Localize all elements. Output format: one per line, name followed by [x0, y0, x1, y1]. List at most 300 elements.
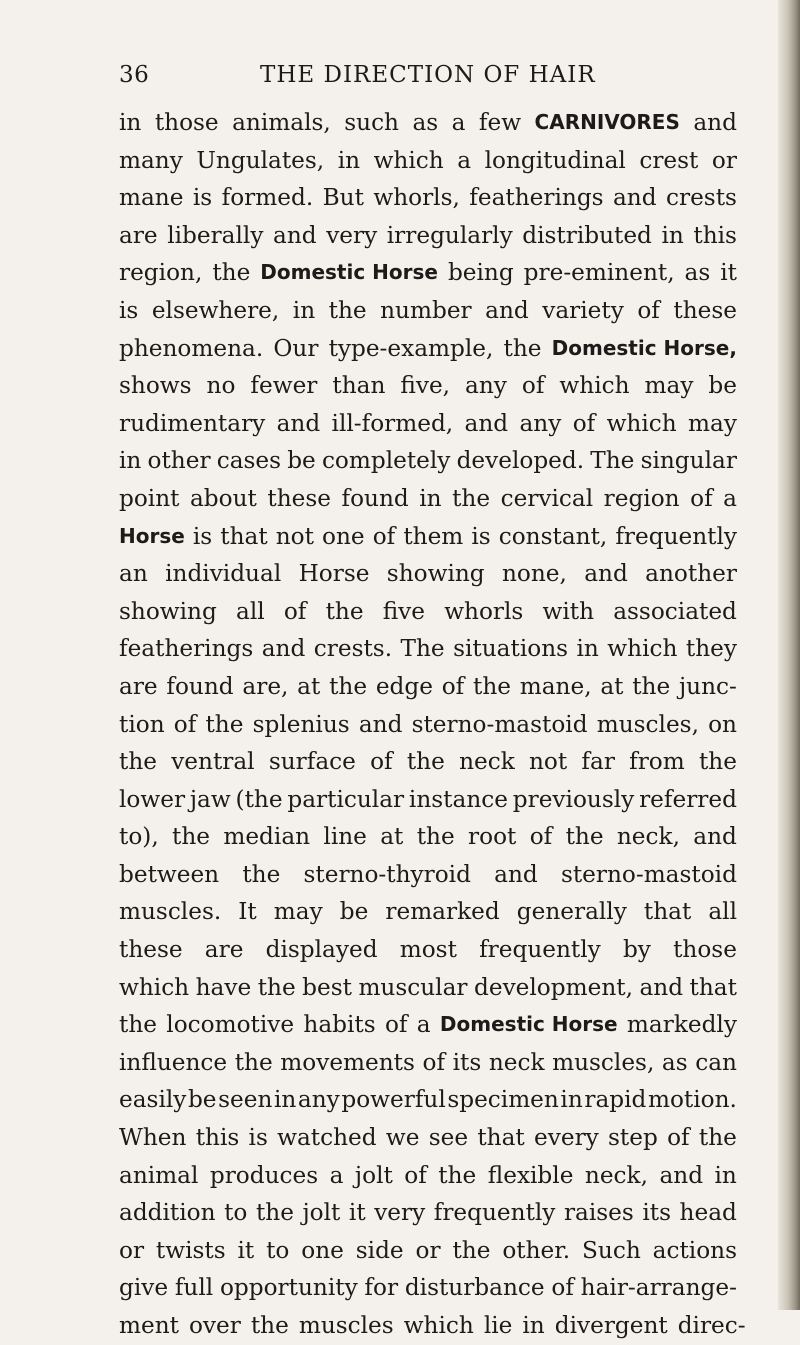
word: it: [237, 1236, 255, 1264]
word: other: [147, 447, 211, 475]
word: the: [257, 973, 296, 1001]
word: found: [166, 672, 234, 700]
word: constant,: [498, 522, 608, 550]
word: of: [384, 1011, 408, 1039]
word: type-example,: [328, 334, 494, 362]
word: in: [560, 1086, 583, 1114]
word: is: [471, 522, 491, 550]
emphasized-term: Horse: [119, 523, 185, 548]
word: and: [261, 635, 306, 663]
emphasized-term: Domestic Horse,: [551, 335, 737, 360]
body-text: [119, 104, 746, 1345]
word: another: [645, 560, 737, 588]
word: neck: [488, 1048, 545, 1076]
word: it: [720, 259, 737, 287]
word: found: [341, 484, 409, 512]
word: those: [154, 109, 219, 136]
emphasized-term: Domestic Horse: [439, 1012, 618, 1037]
word: be: [287, 447, 316, 475]
word: crest: [639, 146, 699, 174]
word: a: [723, 484, 737, 512]
word: in: [292, 296, 316, 324]
word: cervical: [500, 484, 594, 512]
word: the: [452, 1236, 491, 1264]
word: neck,: [584, 1161, 648, 1189]
word: Horse: [298, 560, 370, 588]
word: which: [119, 973, 190, 1001]
word: this: [693, 221, 737, 249]
text-line: [119, 856, 737, 894]
word: hair-arrange-: [580, 1274, 737, 1302]
word: on: [708, 710, 737, 738]
word: It: [238, 898, 257, 926]
word: seen: [218, 1086, 273, 1114]
word: are: [119, 672, 158, 700]
word: very: [326, 221, 378, 249]
text-line: [119, 1081, 737, 1119]
word: movements: [280, 1048, 415, 1076]
word: its: [452, 1048, 482, 1076]
word: may: [688, 409, 737, 437]
word: tion: [119, 710, 165, 738]
word: phenomena.: [119, 334, 264, 362]
word: these: [119, 936, 183, 964]
word: Such: [582, 1236, 641, 1264]
word: may: [273, 898, 323, 926]
word: few: [478, 109, 522, 136]
word: an: [119, 560, 148, 588]
word: root: [468, 823, 517, 851]
page-number: 36: [119, 62, 150, 88]
word: between: [119, 860, 220, 888]
word: muscles.: [119, 898, 222, 926]
word: referred: [639, 785, 737, 813]
word: actions: [652, 1236, 737, 1264]
word: disturbance: [404, 1274, 545, 1302]
word: of: [404, 1161, 427, 1189]
word: in: [419, 484, 442, 512]
word: head: [679, 1199, 737, 1227]
text-line: [119, 668, 737, 706]
word: (the: [235, 785, 283, 813]
word: produces: [209, 1161, 319, 1189]
text-line: [119, 1157, 737, 1195]
word: completely: [321, 447, 451, 475]
word: best: [302, 973, 352, 1001]
word: showing: [119, 597, 217, 625]
word: easily: [119, 1086, 187, 1114]
word: and: [273, 221, 317, 249]
text-line: [119, 1044, 737, 1082]
word: rudimentary: [119, 409, 266, 437]
word: surface: [268, 748, 356, 776]
word: the: [698, 1124, 737, 1152]
word: can: [695, 1048, 737, 1076]
text-line: [119, 1006, 737, 1044]
word: showing: [386, 560, 485, 588]
word: are: [119, 221, 158, 249]
word: the: [565, 823, 604, 851]
word: median: [223, 823, 311, 851]
word: markedly: [626, 1011, 737, 1039]
word: and: [584, 560, 628, 588]
text-line: [119, 743, 737, 781]
word: When: [119, 1124, 187, 1152]
text-line: [119, 179, 737, 217]
word: flexible: [487, 1161, 574, 1189]
word: far: [581, 748, 615, 776]
word: of: [637, 296, 660, 324]
word: of: [521, 372, 545, 400]
word: is: [192, 522, 213, 550]
word: line: [323, 823, 367, 851]
word: ment: [119, 1312, 179, 1339]
word: junc-: [678, 672, 737, 700]
word: neck,: [616, 823, 680, 851]
word: as: [412, 109, 439, 136]
word: previously: [512, 785, 635, 813]
word: mane,: [519, 672, 592, 700]
word: number: [380, 296, 472, 324]
word: five: [382, 597, 426, 625]
word: this: [195, 1124, 240, 1152]
word: the: [416, 823, 455, 851]
word: from: [629, 748, 685, 776]
word: be: [339, 898, 369, 926]
word: of: [441, 672, 465, 700]
word: these: [673, 296, 737, 324]
word: singular: [640, 447, 737, 475]
word: the: [242, 860, 281, 888]
word: associated: [613, 597, 737, 625]
word: sterno-mastoid: [560, 860, 737, 888]
word: very: [374, 1199, 426, 1227]
word: be: [708, 372, 737, 400]
word: every: [534, 1124, 599, 1152]
word: being: [447, 259, 514, 287]
word: jaw: [189, 785, 231, 813]
word: is: [248, 1124, 268, 1152]
word: region: [603, 484, 680, 512]
text-line: [119, 405, 737, 443]
word: Our: [273, 334, 319, 362]
text-line: [119, 931, 737, 969]
word: the: [212, 259, 251, 287]
word: and: [358, 710, 403, 738]
word: elsewhere,: [151, 296, 280, 324]
word: cases: [216, 447, 282, 475]
text-line: [119, 1194, 737, 1232]
word: may: [644, 372, 694, 400]
text-line: [119, 969, 737, 1007]
word: or: [415, 1236, 441, 1264]
word: shows: [119, 372, 192, 400]
word: the: [632, 672, 671, 700]
text-line: [119, 367, 737, 405]
word: any: [297, 1086, 340, 1114]
text-line: [119, 781, 737, 819]
emphasized-term: CARNIVORES: [534, 110, 680, 134]
page-header: [0, 62, 800, 92]
word: in: [714, 1161, 737, 1189]
word: featherings: [119, 635, 254, 663]
word: one: [301, 1236, 344, 1264]
word: see: [428, 1124, 469, 1152]
word: frequently: [433, 1199, 556, 1227]
word: no: [206, 372, 236, 400]
word: ill-formed,: [331, 409, 454, 437]
word: and: [485, 296, 529, 324]
word: that: [477, 1124, 525, 1152]
text-line: [119, 555, 737, 593]
word: which: [403, 1312, 474, 1339]
word: whorls,: [373, 184, 460, 212]
word: which: [559, 372, 630, 400]
word: divergent: [554, 1312, 668, 1339]
word: which: [373, 146, 444, 174]
word: crests.: [313, 635, 393, 663]
word: specimen: [447, 1086, 559, 1114]
word: sterno-thyroid: [303, 860, 471, 888]
word: individual: [165, 560, 282, 588]
word: jolt: [302, 1199, 341, 1227]
word: or: [119, 1236, 145, 1264]
word: be: [187, 1086, 217, 1114]
word: twists: [155, 1236, 226, 1264]
word: the: [503, 334, 542, 362]
text-line: [119, 480, 737, 518]
word: Ungulates,: [196, 146, 325, 174]
word: point: [119, 484, 180, 512]
word: of: [529, 823, 553, 851]
word: at: [600, 672, 624, 700]
word: remarked: [385, 898, 500, 926]
word: by: [622, 936, 651, 964]
word: instance: [408, 785, 508, 813]
word: developed.: [456, 447, 585, 475]
word: and: [494, 860, 538, 888]
word: motion.: [647, 1086, 737, 1114]
running-title: THE DIRECTION OF HAIR: [260, 62, 596, 88]
word: pre-eminent,: [523, 259, 675, 287]
text-line: [119, 104, 737, 142]
text-line: [119, 1232, 737, 1270]
word: five,: [400, 372, 451, 400]
word: many: [119, 146, 183, 174]
word: that: [643, 898, 692, 926]
word: the: [119, 748, 157, 776]
word: all: [236, 597, 265, 625]
word: muscular: [358, 973, 468, 1001]
word: the: [234, 1048, 273, 1076]
word: longitudinal: [484, 146, 626, 174]
text-line: [119, 330, 737, 368]
word: such: [344, 109, 399, 136]
word: opportunity: [219, 1274, 358, 1302]
word: at: [297, 672, 321, 700]
word: and: [693, 109, 737, 136]
word: those: [673, 936, 737, 964]
word: The: [400, 635, 445, 663]
word: none,: [501, 560, 567, 588]
word: animal: [119, 1161, 199, 1189]
word: formed.: [221, 184, 314, 212]
word: a: [451, 109, 466, 136]
word: not: [275, 522, 314, 550]
word: sterno-mastoid: [411, 710, 588, 738]
word: rapid: [584, 1086, 647, 1114]
word: crests: [666, 184, 737, 212]
word: region,: [119, 259, 203, 287]
word: any: [465, 372, 507, 400]
word: most: [399, 936, 457, 964]
text-line: [119, 292, 737, 330]
word: lower: [119, 785, 186, 813]
word: ventral: [171, 748, 255, 776]
word: locomotive: [166, 1011, 295, 1039]
word: the: [698, 748, 737, 776]
word: in: [337, 146, 361, 174]
word: it: [348, 1199, 366, 1227]
word: muscles: [298, 1312, 394, 1339]
word: watched: [277, 1124, 377, 1152]
word: particular: [287, 785, 405, 813]
word: as: [684, 259, 711, 287]
word: the: [250, 1312, 289, 1339]
word: and: [464, 409, 509, 437]
word: fewer: [250, 372, 318, 400]
word: which: [607, 635, 678, 663]
word: liberally: [167, 221, 264, 249]
word: of: [551, 1274, 574, 1302]
word: and: [612, 184, 657, 212]
word: But: [322, 184, 364, 212]
word: mane: [119, 184, 184, 212]
word: to),: [119, 823, 159, 851]
word: the: [325, 597, 364, 625]
word: jolt: [354, 1161, 393, 1189]
word: and: [276, 409, 321, 437]
word: edge: [375, 672, 433, 700]
word: other.: [502, 1236, 571, 1264]
word: a: [329, 1161, 344, 1189]
word: in: [119, 447, 142, 475]
word: muscles,: [596, 710, 699, 738]
word: and: [693, 823, 737, 851]
word: displayed: [265, 936, 378, 964]
word: distributed: [522, 221, 652, 249]
word: situations: [453, 635, 569, 663]
word: a: [457, 146, 472, 174]
word: in: [576, 635, 599, 663]
word: direc-: [677, 1312, 746, 1339]
word: of: [667, 1124, 690, 1152]
word: in: [522, 1312, 545, 1339]
word: any: [519, 409, 562, 437]
word: of: [690, 484, 713, 512]
word: featherings: [469, 184, 604, 212]
word: of: [372, 522, 396, 550]
emphasized-term: Domestic Horse: [260, 260, 438, 285]
word: are,: [242, 672, 289, 700]
word: is: [119, 296, 139, 324]
word: muscles,: [552, 1048, 655, 1076]
word: of: [370, 748, 393, 776]
word: and: [659, 1161, 704, 1189]
word: step: [608, 1124, 658, 1152]
word: side: [355, 1236, 404, 1264]
word: in: [119, 109, 142, 136]
word: to: [224, 1199, 248, 1227]
text-line: [119, 630, 737, 668]
word: the: [452, 484, 491, 512]
text-line: [119, 518, 737, 556]
word: the: [438, 1161, 477, 1189]
text-line: [119, 442, 737, 480]
text-line: [119, 818, 737, 856]
word: that: [220, 522, 268, 550]
word: give: [119, 1274, 169, 1302]
text-line: [119, 893, 737, 931]
word: development,: [474, 973, 633, 1001]
word: which: [606, 409, 677, 437]
word: full: [174, 1274, 214, 1302]
word: the: [329, 672, 368, 700]
word: for: [364, 1274, 399, 1302]
word: the: [205, 710, 244, 738]
word: the: [255, 1199, 294, 1227]
text-line: [119, 706, 737, 744]
text-line: [119, 254, 737, 292]
word: frequently: [615, 522, 737, 550]
word: one: [322, 522, 365, 550]
word: frequently: [479, 936, 601, 964]
word: generally: [516, 898, 627, 926]
word: all: [708, 898, 737, 926]
word: of: [283, 597, 307, 625]
word: and: [639, 973, 684, 1001]
word: addition: [119, 1199, 216, 1227]
word: the: [328, 296, 367, 324]
word: at: [380, 823, 404, 851]
text-line: [119, 217, 737, 255]
word: is: [192, 184, 213, 212]
word: influence: [119, 1048, 228, 1076]
word: variety: [542, 296, 624, 324]
page-edge-shadow: [778, 0, 800, 1310]
word: a: [416, 1011, 431, 1039]
word: the: [406, 748, 445, 776]
word: lie: [483, 1312, 513, 1339]
word: of: [173, 710, 197, 738]
word: we: [385, 1124, 420, 1152]
word: neck: [459, 748, 515, 776]
word: as: [661, 1048, 688, 1076]
word: of: [422, 1048, 446, 1076]
word: the: [172, 823, 211, 851]
text-line: [119, 1307, 746, 1345]
word: the: [473, 672, 511, 700]
text-line: [119, 1119, 737, 1157]
word: habits: [303, 1011, 376, 1039]
word: that: [689, 973, 737, 1001]
word: have: [195, 973, 252, 1001]
text-line: [119, 142, 737, 180]
word: with: [542, 597, 595, 625]
word: to: [266, 1236, 290, 1264]
word: they: [685, 635, 737, 663]
text-line: [119, 1269, 737, 1307]
